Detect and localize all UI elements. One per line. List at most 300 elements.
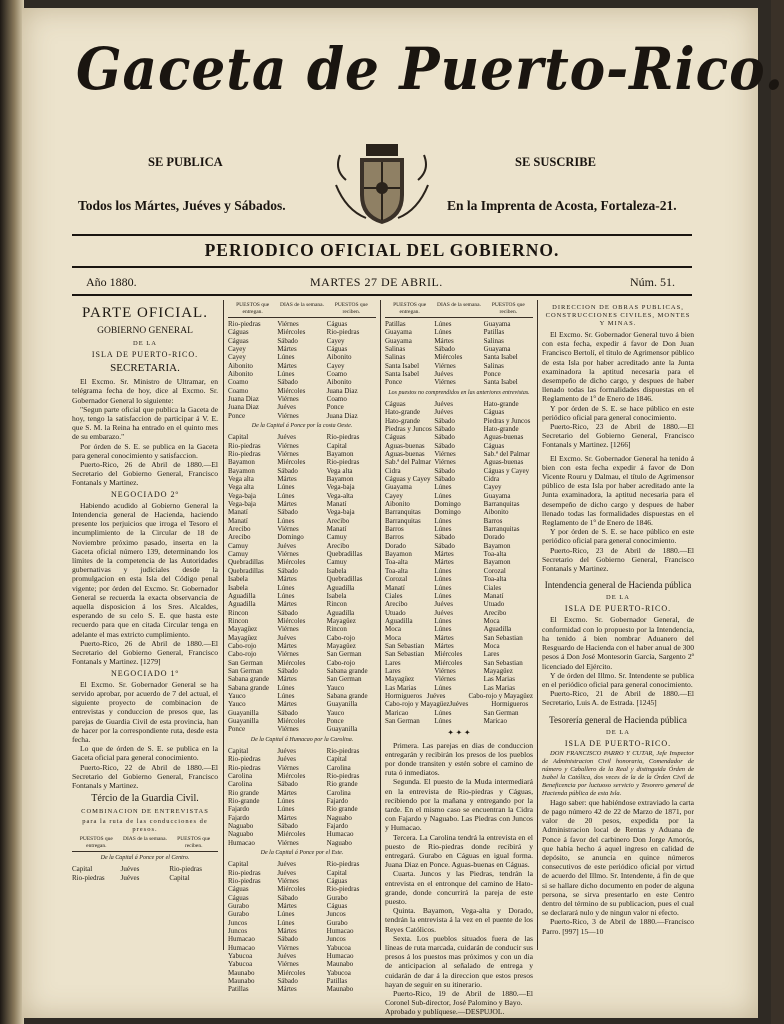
table-cell: Viérnes: [277, 320, 299, 328]
table-row: [385, 675, 533, 683]
table-row: [385, 567, 533, 575]
table-cell: Bayamon: [483, 541, 511, 550]
table-row: [385, 517, 533, 525]
table-cell: Viérnes: [277, 441, 299, 450]
paragraph: Hago saber: que habiéndose extraviado la carta de pago número 42 de 22 de Marzo de 1871, por valor de 20 pesos, expedida por la Administracion local de Rentas y Aduana de Ponce á favor del carbinero Don Jorge Amorós, que había hecho á aquel ingreso en calidad de depósito, se anuncia en quince números consecutivos de este periódico oficial por virtud de acuerdo del Illmo. Sr. Intendente, á fin de que si se hallare dicho documento en poder de alguna persona, se sirva presentarlo en este Centro dentro del término de su publicacion, pues el cual se declarará nulo y de ningun valor ni efecto.: [542, 797, 694, 918]
table-cell: Cabo-rojo: [228, 650, 257, 659]
table-cell: Sábado: [434, 433, 455, 442]
table-cell: Mayagüez: [326, 616, 356, 625]
table-row: [228, 717, 376, 725]
issue-number: Núm. 51.: [630, 275, 675, 289]
table-row: [385, 700, 533, 708]
table-cell: Sabana grande: [326, 666, 368, 675]
table-cell: Isabela: [228, 583, 248, 592]
table-cell: Viérnes: [277, 550, 299, 559]
table-row: [228, 433, 376, 441]
table-cell: Aguas-buenas: [385, 450, 425, 459]
table-cell: Humacao: [326, 952, 354, 961]
table-cell: Mayagüez: [228, 625, 258, 634]
table-cell: Juéves: [434, 600, 453, 609]
table-cell: Domingo: [434, 508, 461, 517]
table-cell: Bayamon: [326, 450, 354, 459]
table-cell: Lúnes: [277, 691, 295, 700]
table-row: [385, 475, 533, 483]
obras-heading: DIRECCION DE OBRAS PUBLICAS, CONSTRUCCIONES CIVILES, MONTES Y MINAS.: [545, 304, 691, 327]
table-cell: Ciales: [483, 583, 502, 592]
table-cell: Viérnes: [277, 395, 299, 404]
table-cell: Yauco: [228, 700, 246, 709]
table-cell: Ponce: [228, 411, 246, 420]
table-cell: Mártes: [277, 475, 297, 484]
table-cell: Mayagüez: [326, 641, 356, 650]
table-cell: Sábado: [277, 608, 298, 617]
table-cell: Guayanilla: [326, 700, 358, 709]
paragraph: Y por órden de S. E. se hace público en este periódico oficial para general conocimiento.: [542, 527, 694, 546]
table-row: Rio-piedras Juéves Capital: [72, 873, 190, 882]
table-cell: Rio-piedras: [326, 433, 360, 442]
table-cell: Yauco: [326, 708, 345, 717]
table-row: [228, 378, 376, 386]
table-cell: Cayey: [326, 361, 345, 370]
table-cell: Lúnes: [434, 591, 452, 600]
table-row: [228, 919, 376, 927]
table-cell: Ponce: [326, 717, 344, 726]
table-cell: Rio-piedras: [228, 450, 261, 459]
table-cell: Quebradillas: [326, 550, 363, 559]
issue-date: MARTES 27 DE ABRIL.: [310, 275, 443, 289]
table-cell: Aibonito: [385, 500, 410, 509]
table-cell: Toa-alta: [483, 575, 507, 584]
paragraph: Sexta. Los pueblos situados fuera de las líneas de ruta marcada, cuidarán de conducir sus presos á los puestos mas próximos y con un dia de anticipacion al señalado de entrega y cuidarán de dar á la direccion que estos presos hayan de seguir en su itinerario.: [385, 933, 533, 989]
table-cell: Gurabo: [326, 893, 348, 902]
table-cell: Camuy: [228, 541, 249, 550]
table-cell: Cáguas: [326, 876, 348, 885]
table-cell: Santa Isabel: [385, 361, 420, 370]
table-cell: Rio-grande: [228, 796, 260, 805]
table-cell: Hato-grande: [385, 408, 420, 417]
table-cell: Sábado: [277, 977, 298, 986]
table-header: PUESTOS que entregan. DIAS de la semana. PUESTOS que reciben.: [72, 836, 218, 852]
table-cell: Aguas-buenas: [483, 458, 524, 467]
table-cell: Lúnes: [277, 683, 295, 692]
table-cell: Sábado: [277, 935, 298, 944]
table-cell: Manatí: [385, 583, 405, 592]
table-cell: Viérnes: [434, 361, 456, 370]
table-cell: Vega-baja: [228, 500, 256, 509]
table-cell: San German: [385, 717, 420, 726]
table-row: [385, 600, 533, 608]
table-row: [385, 709, 533, 717]
table-cell: Mayagüez: [483, 666, 513, 675]
table-cell: Quebradillas: [228, 566, 264, 575]
table-row: [385, 353, 533, 361]
table-cell: Miércoles: [277, 968, 306, 977]
table-cell: Mayagüez: [385, 675, 415, 684]
table-cell: Miércoles: [434, 353, 463, 362]
table-cell: San German: [326, 675, 362, 684]
table-cell: Lúnes: [277, 516, 295, 525]
combinacion-heading: COMBINACION DE ENTREVISTAS: [81, 808, 209, 816]
table-cell: Domingo: [434, 500, 461, 509]
table-cell: Isabela: [326, 591, 347, 600]
table-cell: Aguadilla: [385, 616, 413, 625]
table-row: [228, 320, 376, 328]
table-cell: Bayamon: [385, 550, 412, 559]
table-cell: Rincon: [326, 600, 347, 609]
table-cell: Maricao: [385, 708, 409, 717]
table-row: [385, 492, 533, 500]
table-cell: Manatí: [326, 500, 347, 509]
table-cell: Rincon: [228, 616, 249, 625]
table-row: [228, 969, 376, 977]
table-cell: Juéves: [277, 952, 296, 961]
table-cell: Arecibo: [228, 525, 251, 534]
table-cell: Camuy: [326, 533, 347, 542]
table-row: [385, 634, 533, 642]
table-cell: San Sebastian: [483, 658, 523, 667]
table-cell: Sábado: [434, 533, 455, 542]
table-cell: Gurabo: [326, 918, 348, 927]
table-row: [228, 805, 376, 813]
tesoreria-de: DE LA: [606, 728, 630, 736]
table-row: [385, 458, 533, 466]
table-row: [228, 575, 376, 583]
table-cell: Guayama: [385, 483, 412, 492]
table-cell: Lúnes: [277, 353, 295, 362]
table-row: [228, 747, 376, 755]
table-cell: Cáguas y Cayey: [483, 466, 530, 475]
table-cell: Juéves: [434, 408, 453, 417]
table-row: [385, 558, 533, 566]
table-cell: Fajardo: [228, 813, 250, 822]
table-cell: Utuado: [385, 608, 406, 617]
paragraph: Puerto-Rico, 26 de Abril de 1880.—El Secretario del Gobierno General, Francisco Fontanals y Martinez.: [72, 460, 218, 488]
table-cell: Viérnes: [434, 675, 456, 684]
table-cell: Rio-piedras: [228, 755, 261, 764]
table-row: [228, 337, 376, 345]
table-cell: Miércoles: [277, 558, 306, 567]
table-row: [228, 772, 376, 780]
table-cell: Hato-grande: [483, 424, 519, 433]
paragraph: Puerto-Rico, 19 de Abril de 1880.—El Coronel Sub-director, José Palomino y Bayo.: [385, 989, 533, 1008]
table-cell: Viérnes: [434, 666, 456, 675]
table-cell: Miércoles: [277, 885, 306, 894]
table-cell: Mártes: [277, 600, 297, 609]
table-cell: Sábado: [434, 466, 455, 475]
table-cell: Guayama: [483, 320, 511, 328]
table-cell: Barros: [385, 533, 404, 542]
table-cell: Carolina: [228, 771, 253, 780]
table-cell: Moca: [483, 616, 500, 625]
table-row: [385, 533, 533, 541]
table-cell: Sábado: [277, 893, 298, 902]
table-cell: Camuy: [228, 550, 249, 559]
table-cell: Rio-piedras: [326, 860, 360, 869]
table-cell: Coamo: [326, 395, 347, 404]
table-cell: Camuy: [326, 558, 347, 567]
table-cell: Miércoles: [277, 658, 306, 667]
table-cell: Aguadilla: [228, 600, 256, 609]
table-cell: Capital: [228, 860, 249, 869]
table-cell: Miércoles: [434, 658, 463, 667]
table-cell: Arecibo: [326, 516, 350, 525]
table-row: [228, 985, 376, 993]
table-cell: Lúnes: [277, 483, 295, 492]
paragraph: El Excmo. Sr. Gobernador General se ha servido aprobar, por acuerdo de 7 del actual, el siguiente proyecto de combinacion de entrevistas y conduccion de presos que, las parejas de Guardia Civil de esta provincia, han de hacer por la correspondiente ruta, desde esta fecha.: [72, 679, 218, 744]
table-row: [385, 575, 533, 583]
table-row: [385, 684, 533, 692]
table-cell: Miércoles: [277, 830, 306, 839]
table-cell: Cabo-rojo y Mayagüez: [385, 700, 450, 709]
table-cell: Humacao: [326, 830, 354, 839]
table-cell: Coamo: [228, 386, 249, 395]
table-cell: Toa-alta: [385, 558, 408, 567]
table-row: [228, 458, 376, 466]
table-cell: Lúnes: [434, 525, 452, 534]
table-cell: Mártes: [434, 641, 454, 650]
table-cell: Coamo: [228, 378, 249, 387]
negociado-heading: NEGOCIADO 1º: [110, 668, 180, 678]
table-row: [385, 667, 533, 675]
table-row: [385, 650, 533, 658]
table-cell: Cabo-rojo: [326, 658, 356, 667]
table-cell: Aibonito: [483, 508, 509, 517]
table-cell: Mártes: [434, 550, 454, 559]
table-row: [228, 675, 376, 683]
table-cell: Juéves: [277, 633, 296, 642]
table-row: [228, 533, 376, 541]
table-cell: Maunabo: [326, 985, 354, 994]
table-row: [385, 417, 533, 425]
table-cell: Cáguas: [385, 433, 406, 442]
table-row: [228, 952, 376, 960]
table-cell: Moca: [385, 625, 401, 634]
table-cell: Juéves: [277, 746, 296, 755]
table-cell: Cáguas: [326, 901, 348, 910]
negociado-heading: NEGOCIADO 2º: [110, 489, 180, 499]
table-cell: Mártes: [277, 985, 297, 994]
table-cell: Cáguas: [326, 345, 348, 354]
paragraph: El Excmo. Sr. Gobernador General, de conformidad con lo propuesto por la Intendencia, ha tenido á bien nombrar Aduanero del Resguardo de Hacienda con el haber anual de 300 pesos á Don José Montesorin García, Sargento 2º licenciado del Ejército.: [542, 615, 694, 671]
paragraph: DON FRANCISCO PARRO Y CUTAR, Jefe Inspector de Administracion Civil honoraria, Comendador de número y Caballero de la Real y distinguida Órden de Isabel la Católica, dos veces de la de la Órden Civil de Beneficencia por luctuoso servicio y Tesorero general de Hacienda pública de esta Isla.: [542, 749, 694, 797]
rule-bottom: [72, 294, 692, 296]
table-cell: Lúnes: [434, 491, 452, 500]
paragraph: Habiendo acudido al Gobierno General la Intendencia general de Hacienda, haciendo presente los perjuicios que irroga el Tesoro el incumplimiento de la Circular de 18 de Noviembre próximo pasado, inserta en la Gaceta oficial número 139, determinando los límites de la competencia de las Autoridades gubernativas y judiciales desde la promulgacion en esta Isla del Código penal vigente; por órden del Excmo. Sr. Gobernador General se recuerda la exacta observancia de aquella disposicion á los Sres. Alcaldes, esperando de su celo S. E. que hasta este recuerdo para que en citada Circular tenga en adelante el mas extricto cumplimiento.: [72, 500, 218, 639]
table-cell: Santa Isabel: [385, 370, 420, 379]
table-cell: Mártes: [434, 558, 454, 567]
gov-heading: GOBIERNO GENERAL: [97, 326, 193, 336]
table-cell: Toa-alta: [385, 566, 408, 575]
table-cell: Rio-piedras: [326, 746, 360, 755]
table-cell: Lúnes: [434, 616, 452, 625]
table-cell: Sábado: [277, 666, 298, 675]
table-cell: Yauco: [326, 683, 345, 692]
table-cell: Patillas: [228, 985, 249, 994]
binding-edge: [0, 0, 24, 1024]
table-cell: Lúnes: [434, 717, 452, 726]
publica-days: Todos los Mártes, Juéves y Sábados.: [78, 198, 286, 213]
masthead-title: Gaceta de Puerto-Rico.: [76, 35, 784, 103]
table-row: [385, 692, 533, 700]
table-cell: Lúnes: [434, 516, 452, 525]
table-cell: Sábado: [277, 466, 298, 475]
table-row: [228, 450, 376, 458]
table-cell: Vega alta: [228, 475, 254, 484]
table-row: [385, 542, 533, 550]
table-cell: Bayamon: [483, 558, 511, 567]
table-cell: San German: [326, 650, 362, 659]
table-cell: Lúnes: [434, 320, 452, 328]
table-row: [385, 378, 533, 386]
subtitle: PERIODICO OFICIAL DEL GOBIERNO.: [204, 240, 560, 260]
table-row: [385, 362, 533, 370]
table-cell: Lares: [483, 650, 500, 659]
table-cell: Cidra: [385, 466, 401, 475]
table-row: [228, 584, 376, 592]
table-cell: Sab.ª del Palmar: [483, 450, 530, 459]
paragraph: "Segun parte oficial que publica la Gaceta de hoy, tengo la satisfaccion de participar á V. E. que S. M. la Reina ha entrado en el quinto mes de su embarazo.": [72, 404, 218, 442]
table-cell: Ciales: [385, 591, 403, 600]
table-cell: Guayama: [385, 328, 412, 337]
table-cell: Lúnes: [277, 491, 295, 500]
table-header: PUESTOS que entregan. DIAS de la semana. PUESTOS que reciben.: [228, 302, 376, 318]
column-1: [72, 302, 218, 950]
table-cell: Arecibo: [385, 600, 408, 609]
table-cell: Juncos: [326, 935, 346, 944]
table-row: [228, 650, 376, 658]
table-cell: Cáguas: [326, 320, 348, 328]
table-cell: Vega-alta: [326, 491, 354, 500]
table-cell: Rio grande: [326, 805, 358, 814]
table-cell: Juéves: [277, 755, 296, 764]
table-row: [385, 320, 533, 328]
table-cell: Capital: [326, 441, 347, 450]
table-cell: Patillas: [483, 328, 505, 337]
gov-heading-de: DE LA: [133, 340, 157, 347]
table-row: [385, 467, 533, 475]
table-cell: Ponce: [326, 403, 344, 412]
table-row: [228, 592, 376, 600]
table-row: [385, 508, 533, 516]
table-cell: Sabana grande: [326, 691, 368, 700]
column-3: [385, 302, 534, 1017]
table-cell: Mártes: [277, 575, 297, 584]
table-row: [228, 944, 376, 952]
table-cell: Viérnes: [277, 838, 299, 847]
paragraph: Segunda. El puesto de la Muda intermediará en la entrevista de Rio-piedras y Cáguas, recibiendo por la mañana y entregando por la tarde. En el mismo caso se encuentran la Cidra con Fajardo y Naguabo. Las Piedras con Juncos y Humacao.: [385, 777, 533, 833]
table-cell: Las Marias: [483, 675, 515, 684]
table-cell: Barranquitas: [483, 500, 520, 509]
paragraph: Puerto-Rico, 23 de Abril de 1880.—El Secretario del Gobierno General, Francisco Fontanals y Martinez.: [542, 545, 694, 574]
table-cell: Mártes: [434, 336, 454, 345]
table-cell: Rio-piedras: [326, 458, 360, 467]
table-row: [228, 517, 376, 525]
table-cell: Miércoles: [434, 650, 463, 659]
table-cell: Miércoles: [277, 717, 306, 726]
route-note: Los puestos no comprendidos en las anteriores entrevistas.: [388, 389, 530, 396]
table-cell: Juéves: [434, 608, 453, 617]
table-row: [228, 814, 376, 822]
table-row: [228, 894, 376, 902]
table-cell: Corozal: [483, 566, 506, 575]
table-row: [385, 450, 533, 458]
table-row: [228, 755, 376, 763]
table-cell: Gurabo: [228, 910, 249, 919]
table-row: [228, 927, 376, 935]
table-cell: Lúnes: [277, 805, 295, 814]
table-cell: Sábado: [277, 508, 298, 517]
table-cell: Aibonito: [326, 353, 352, 362]
table-cell: Capital: [326, 868, 347, 877]
table-cell: Miércoles: [277, 386, 306, 395]
table-cell: Sábado: [277, 780, 298, 789]
table-cell: Guayanilla: [326, 725, 358, 734]
table-cell: Humacao: [228, 838, 255, 847]
paragraph: Puerto-Rico, 3 de Abril de 1880.—Francisco Parro. [997] 15—10: [542, 917, 694, 936]
table-cell: Miércoles: [277, 458, 306, 467]
gov-heading-isla: ISLA DE PUERTO-RICO.: [91, 350, 199, 359]
tesoreria-heading: Tesorería general de Hacienda pública: [549, 714, 687, 725]
table-cell: Mártes: [277, 345, 297, 354]
table-cell: Arecibo: [326, 541, 350, 550]
paragraph: El Excmo. Sr. Gobernador General tuvo á bien con esta fecha, expedir á favor de Don Juan Francisco Bertolí, el título de Agrimensor público de esta Isla por haber acreditado ante la Junta examinadora la aptitud necesaria para el desempeño de dicho cargo, y despues de haber llenado todas las formalidades dispuestas en el Reglamento de 1º de Enero de 1846.: [542, 330, 694, 404]
table-cell: Cáguas: [483, 441, 505, 450]
table-cell: Ponce: [385, 378, 403, 387]
table-header: PUESTOS que entregan. DIAS de la semana. PUESTOS que reciben.: [385, 302, 533, 318]
column-rule-2: [380, 300, 381, 950]
table-cell: Viérnes: [277, 960, 299, 969]
route-note: De la Capital á Ponce por la costa Oeste.: [251, 423, 353, 430]
table-row: [385, 500, 533, 508]
table-cell: Santa Isabel: [483, 353, 518, 362]
table-cell: Rio grande: [326, 780, 358, 789]
table-cell: Vega-baja: [326, 508, 355, 517]
table-cell: Miércoles: [277, 771, 306, 780]
table-cell: Capital: [228, 433, 249, 442]
table-cell: Rio-piedras: [326, 771, 360, 780]
table-cell: Hormigueros: [491, 700, 529, 709]
table-row: [385, 617, 533, 625]
table-cell: Isabela: [228, 575, 248, 584]
table-cell: Cabo-rojo: [228, 641, 257, 650]
table-cell: Yabucoa: [228, 952, 253, 961]
table-cell: Vega-baja: [326, 483, 355, 492]
table-cell: Maricao: [483, 717, 507, 726]
table-row: [228, 902, 376, 910]
table-cell: Viérnes: [277, 625, 299, 634]
tercio-heading: Tércio de la Guardia Civil.: [91, 793, 199, 805]
table-cell: Cáguas: [483, 408, 505, 417]
table-row: [228, 634, 376, 642]
table-cell: Guayama: [385, 336, 412, 345]
table-cell: Cáguas: [228, 885, 249, 894]
route-note: De la Capital á Ponce por el Centro.: [100, 855, 190, 862]
table-cell: Rincon: [326, 625, 347, 634]
table-cell: Sábado: [434, 441, 455, 450]
table-cell: Las Marias: [385, 683, 417, 692]
table-cell: Barranquitas: [385, 516, 421, 525]
table-row: [228, 362, 376, 370]
table-cell: Naguabo: [228, 830, 254, 839]
table-row: [228, 789, 376, 797]
table-cell: Aibonito: [326, 378, 352, 387]
table-cell: Sábado: [277, 378, 298, 387]
table-cell: Viérnes: [434, 378, 456, 387]
table-cell: San Sebastian: [385, 641, 425, 650]
table-row: [228, 370, 376, 378]
paragraph: El Excmo. Sr. Ministro de Ultramar, en telégrama fecha de hoy, dice al Excmo. Sr. Gobernador General lo siguiente:: [72, 377, 218, 405]
table-cell: Manatí: [228, 508, 248, 517]
